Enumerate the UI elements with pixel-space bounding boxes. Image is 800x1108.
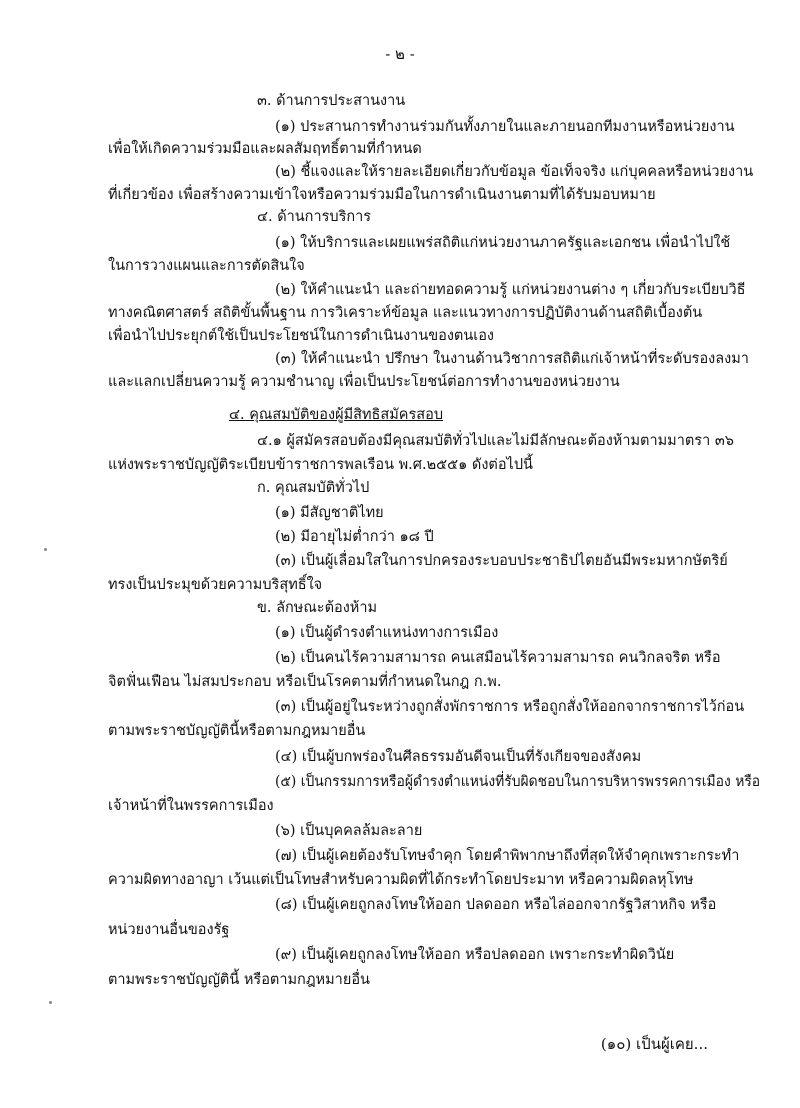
list-item: (๘) เป็นผู้เคยถูกลงโทษให้ออก ปลดออก หรือไล่ออกจากรัฐวิสาหกิจ หรือ — [275, 897, 717, 913]
list-item: (๒) เป็นคนไร้ความสามารถ คนเสมือนไร้ความสามารถ คนวิกลจริต หรือ — [275, 650, 721, 666]
paragraph-line: ที่เกี่ยวข้อง เพื่อสร้างความเข้าใจหรือความร่วมมือในการดำเนินงานตามที่ได้รับมอบหมาย — [108, 187, 656, 203]
continuation-note: (๑๐) เป็นผู้เคย... — [600, 1035, 708, 1053]
scan-speck — [49, 1001, 52, 1004]
paragraph-line: และแลกเปลี่ยนความรู้ ความชำนาญ เพื่อเป็นประโยชน์ต่อการทำงานของหน่วยงาน — [108, 374, 620, 390]
paragraph-line: (๒) ให้คำแนะนำ และถ่ายทอดความรู้ แก่หน่วยงานต่าง ๆ เกี่ยวกับระเบียบวิธี — [275, 282, 746, 298]
paragraph-line: (๒) ชี้แจงและให้รายละเอียดเกี่ยวกับข้อมูล ข้อเท็จจริง แก่บุคคลหรือหน่วยงาน — [275, 164, 754, 180]
paragraph-line: แห่งพระราชบัญญัติระเบียบข้าราชการพลเรือน พ.ศ.๒๕๕๑ ดังต่อไปนี้ — [108, 457, 533, 473]
list-item: (๑) เป็นผู้ดำรงตำแหน่งทางการเมือง — [275, 625, 499, 641]
paragraph-line: เพื่อนำไปประยุกต์ใช้เป็นประโยชน์ในการดำเนินงานของตนเอง — [108, 328, 495, 344]
section-heading-coordination: ๓. ด้านการประสานงาน — [257, 93, 406, 109]
list-item-continued: หน่วยงานอื่นของรัฐ — [108, 922, 230, 938]
list-item: (๔) เป็นผู้บกพร่องในศีลธรรมอันดีจนเป็นที่รังเกียจของสังคม — [275, 749, 642, 765]
list-item-continued: เจ้าหน้าที่ในพรรคการเมือง — [108, 798, 274, 814]
paragraph-line: ๔.๑ ผู้สมัครสอบต้องมีคุณสมบัติทั่วไปและไม่มีลักษณะต้องห้ามตามมาตรา ๓๖ — [257, 433, 734, 449]
list-item: (๓) เป็นผู้อยู่ในระหว่างถูกสั่งพักราชการ หรือถูกสั่งให้ออกจากราชการไว้ก่อน — [275, 699, 745, 715]
paragraph-line: ทางคณิตศาสตร์ สถิติขั้นพื้นฐาน การวิเคราะห์ข้อมูล และแนวทางการปฏิบัติงานด้านสถิติเบื้องต้น — [108, 305, 703, 321]
list-item: (๖) เป็นบุคคลล้มละลาย — [275, 823, 423, 839]
list-item-continued: ทรงเป็นประมุขด้วยความบริสุทธิ์ใจ — [108, 577, 323, 593]
paragraph-line: (๑) ประสานการทำงานร่วมกันทั้งภายในและภายนอกทีมงานหรือหน่วยงาน — [275, 119, 735, 135]
list-item: (๑) มีสัญชาติไทย — [275, 505, 384, 521]
section-heading-qualifications: ๔. คุณสมบัติของผู้มีสิทธิสมัครสอบ — [229, 407, 444, 423]
paragraph-line: ในการวางแผนและการตัดสินใจ — [108, 258, 305, 274]
subheading-general: ก. คุณสมบัติทั่วไป — [257, 480, 370, 496]
list-item-continued: ความผิดทางอาญา เว้นแต่เป็นโทษสำหรับความผิดที่ได้กระทำโดยประมาท หรือความผิดลหุโทษ — [108, 872, 694, 888]
list-item-continued: จิตฟั่นเฟือน ไม่สมประกอบ หรือเป็นโรคตามที่กำหนดในกฎ ก.พ. — [108, 674, 502, 690]
paragraph-line: (๑) ให้บริการและเผยแพร่สถิติแก่หน่วยงานภาครัฐและเอกชน เพื่อนำไปใช้ — [275, 235, 731, 251]
list-item: (๕) เป็นกรรมการหรือผู้ดำรงตำแหน่งที่รับผิดชอบในการบริหารพรรคการเมือง หรือ — [275, 774, 761, 790]
subheading-prohibitions: ข. ลักษณะต้องห้าม — [257, 600, 378, 616]
list-item-continued: ตามพระราชบัญญัตินี้หรือตามกฎหมายอื่น — [108, 723, 366, 739]
list-item: (๗) เป็นผู้เคยต้องรับโทษจำคุก โดยคำพิพากษาถึงที่สุดให้จำคุกเพราะกระทำ — [275, 848, 740, 864]
list-item: (๙) เป็นผู้เคยถูกลงโทษให้ออก หรือปลดออก เพราะกระทำผิดวินัย — [275, 947, 675, 963]
section-heading-service: ๔. ด้านการบริการ — [257, 209, 372, 225]
page-number: - ๒ - — [385, 45, 415, 63]
list-item: (๒) มีอายุไม่ต่ำกว่า ๑๘ ปี — [275, 529, 434, 545]
paragraph-line: เพื่อให้เกิดความร่วมมือและผลสัมฤทธิ์ตามที่กำหนด — [108, 141, 422, 157]
list-item: (๓) เป็นผู้เลื่อมใสในการปกครองระบอบประชาธิปไตยอันมีพระมหากษัตริย์ — [275, 553, 728, 569]
paragraph-line: (๓) ให้คำแนะนำ ปรึกษา ในงานด้านวิชาการสถิติแก่เจ้าหน้าที่ระดับรองลงมา — [275, 351, 749, 367]
list-item-continued: ตามพระราชบัญญัตินี้ หรือตามกฎหมายอื่น — [108, 972, 370, 988]
scan-speck — [44, 548, 47, 551]
